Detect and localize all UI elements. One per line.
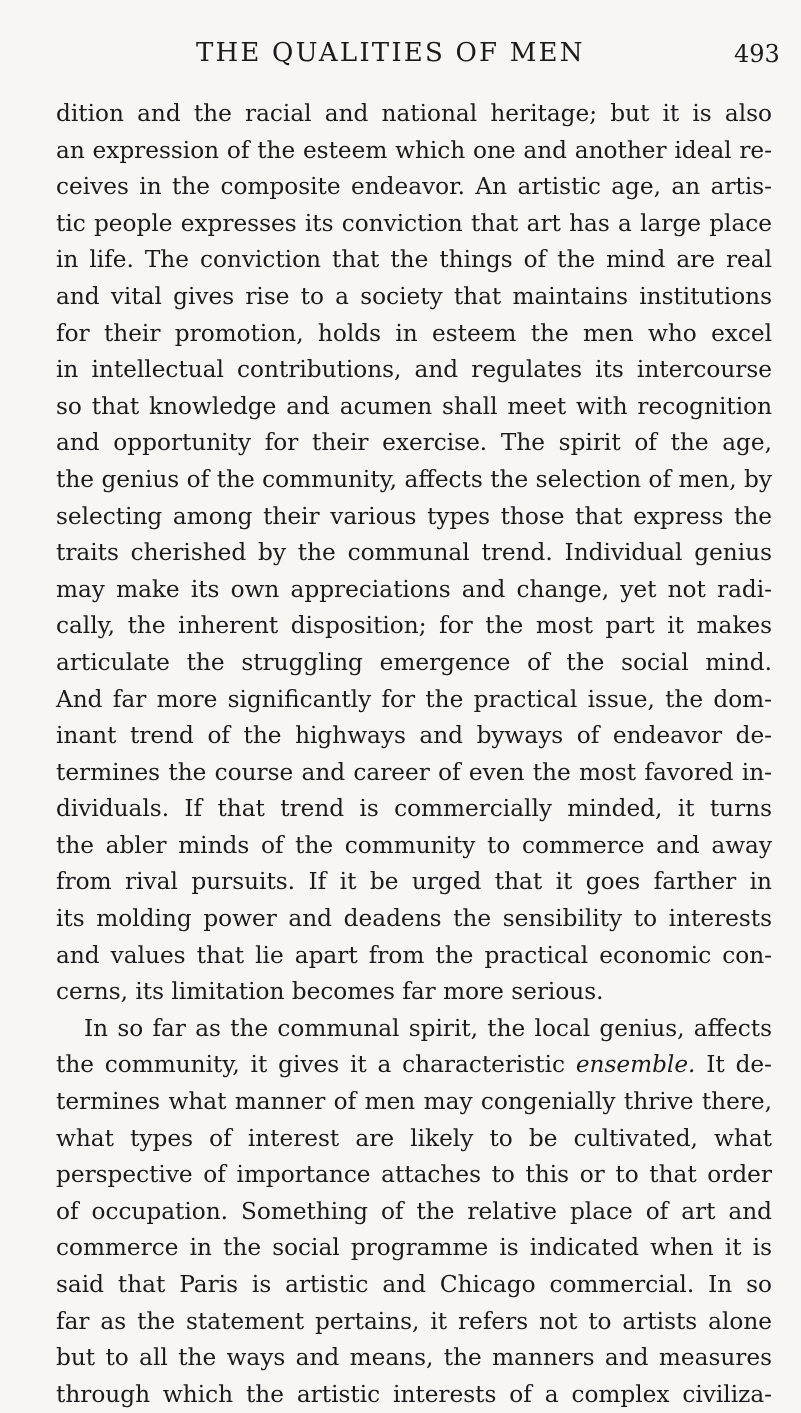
text-line: its molding power and deadens the sensibility to interests xyxy=(56,905,772,933)
text-line: and values that lie apart from the practical economic con- xyxy=(56,941,772,969)
text-line: from rival pursuits. If it be urged that it goes farther in xyxy=(56,868,772,896)
text-line: dition and the racial and national heritage; but it is also xyxy=(56,100,772,127)
text-line: in life. The conviction that the things of the mind are real xyxy=(56,246,772,274)
text-line: and vital gives rise to a society that maintains institutions xyxy=(56,282,772,310)
running-head xyxy=(0,38,801,78)
text-line: the genius of the community, affects the selection of men, by xyxy=(56,465,772,493)
text-line: ceives in the composite endeavor. An artistic age, an artis- xyxy=(56,173,772,201)
text-line: traits cherished by the communal trend. Individual genius xyxy=(56,539,772,567)
text-line: what types of interest are likely to be cultivated, what xyxy=(56,1124,772,1152)
text-line: perspective of importance attaches to this or to that order xyxy=(56,1161,772,1189)
text-line: far as the statement pertains, it refers not to artists alone xyxy=(56,1307,772,1335)
text-line: articulate the struggling emergence of the social mind. xyxy=(56,648,772,676)
paragraph-start-line: In so far as the communal spirit, the local genius, affects xyxy=(84,1014,772,1042)
text-line: termines the course and career of even the most favored in- xyxy=(56,758,772,786)
body-text xyxy=(56,96,772,1413)
text-line: in intellectual contributions, and regulates its intercourse xyxy=(56,356,772,384)
text-line: so that knowledge and acumen shall meet with recognition xyxy=(56,392,772,420)
text-line: termines what manner of men may congenially thrive there, xyxy=(56,1088,772,1116)
text-line: said that Paris is artistic and Chicago commercial. In so xyxy=(56,1271,772,1298)
text-line: the abler minds of the community to commerce and away xyxy=(56,831,772,859)
text-line: inant trend of the highways and byways of endeavor de- xyxy=(56,722,772,750)
text-line: dividuals. If that trend is commercially minded, it turns xyxy=(56,795,772,823)
line-text: It de- xyxy=(695,1051,772,1079)
text-line: selecting among their various types those that express the xyxy=(56,502,772,530)
text-line: cally, the inherent disposition; for the most part it makes xyxy=(56,612,772,640)
text-line: And far more significantly for the practical issue, the dom- xyxy=(56,685,772,713)
text-line: an expression of the esteem which one and another ideal re- xyxy=(56,136,772,164)
italic-term: ensemble. xyxy=(575,1051,696,1079)
text-line: commerce in the social programme is indicated when it is xyxy=(56,1234,772,1262)
text-line: tic people expresses its conviction that art has a large place xyxy=(56,209,772,237)
text-line: but to all the ways and means, the manners and measures xyxy=(56,1344,772,1372)
text-line xyxy=(56,1047,772,1084)
text-line: of occupation. Something of the relative place of art and xyxy=(56,1197,772,1225)
running-title: THE QUALITIES OF MEN xyxy=(196,38,585,68)
text-line: and opportunity for their exercise. The spirit of the age, xyxy=(56,429,772,457)
text-line: through which the artistic interests of a complex civiliza- xyxy=(56,1380,772,1408)
text-line: for their promotion, holds in esteem the men who excel xyxy=(56,319,772,347)
paragraph-end-line: cerns, its limitation becomes far more serious. xyxy=(56,978,604,1006)
line-text: the community, it gives it a characteristic xyxy=(56,1051,576,1079)
page-number: 493 xyxy=(734,40,780,68)
text-line: may make its own appreciations and change, yet not radi- xyxy=(56,575,772,603)
